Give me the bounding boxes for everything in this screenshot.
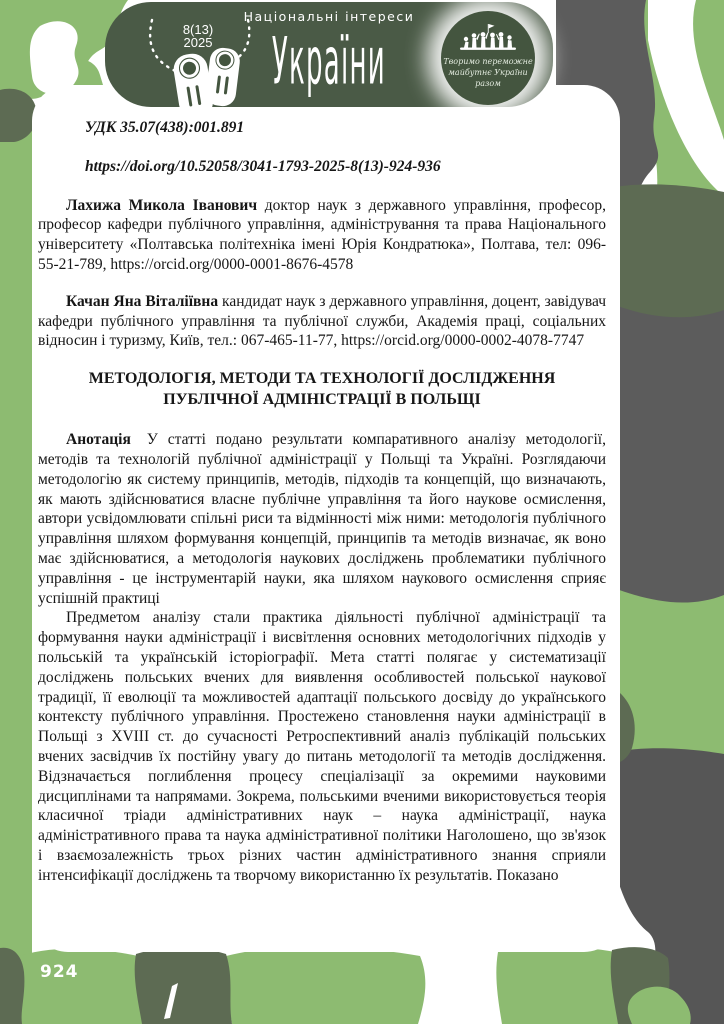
journal-name-main: України — [272, 23, 386, 99]
emblem-motto-line-3: разом — [475, 79, 501, 88]
journal-banner — [105, 2, 553, 107]
soldiers-emblem-icon — [441, 11, 535, 105]
author-2-name: Качан Яна Віталіївна — [66, 292, 219, 310]
author-1-details: доктор наук з державного управління, професор, професор кафедри публічного управління, адміністрування та права Національного університету «Полтавська політехніка імені Юрія Кондратюка», Полтава, тел: 096-55-21-789, https://orcid.org/0000-0001-8676-4578 — [38, 196, 606, 273]
udc-line: УДК 35.07(438):001.891 — [85, 119, 245, 136]
author-block-2 — [38, 292, 606, 351]
page-number: 924 — [40, 962, 79, 982]
article-panel — [32, 85, 620, 952]
doi-line: https://doi.org/10.52058/3041-1793-2025-8(13)-924-936 — [85, 157, 441, 175]
emblem-motto-line-2: майбутнє України — [448, 68, 528, 77]
author-1-name: Лахижа Микола Іванович — [66, 196, 258, 214]
abstract-label: Анотація — [66, 431, 131, 449]
issue-year: 2025 — [183, 35, 213, 50]
abstract-paragraph-1 — [38, 430, 606, 608]
issue-number: 8(13) — [182, 22, 214, 37]
article-content — [32, 85, 620, 886]
article-title: МЕТОДОЛОГІЯ, МЕТОДИ ТА ТЕХНОЛОГІЇ ДОСЛІДЖЕННЯ ПУБЛІЧНОЇ АДМІНІСТРАЦІЇ В ПОЛЬЩІ — [88, 370, 556, 409]
abstract-paragraph-2: Предметом аналізу стали практика діяльності публічної адміністрації та формування науки адміністрації і висвітлення основних методологічних підходів у польській та українській історіографії. Мета статті полягає у систематизації досліджень польських вчених для виявлення особливостей польської наукової традиції, її еволюції та можливостей адаптації польського досвіду до українського контексту публічного управління. Простежено становлення науки адміністрації в Польщі з XVIII ст. до сучасності Ретроспективний аналіз публікацій польських вчених засвідчив їх постійну увагу до питань методології та методів дослідження. Відзначається поглиблення процесу спеціалізації за окремими науковими дисциплінами та напрямами. Зокрема, польськими вченими використовується теорія класичної тріади адміністративних наук – наука адміністрації, наука адміністративного права та наука адміністративної політики Наголошено, що зв'язок і взаємозалежність трьох різних частин адміністративного знання сприяли інтенсифікації досліджень та творчому використанню їх результатів. Показано — [38, 609, 606, 884]
abstract-text-1: У статті подано результати компаративного аналізу методології, методів та технологій публічної адміністрації у Польщі та Україні. Розглядаючи методологію як систему принципів, методів, підходів та концепцій, що визначають, як мають здійснюватися власне публічне управління та його наукове осмислення, автори усвідомлювати спільні риси та відмінності між ними: методологія публічного управління шляхом формування концепцій, принципів та методів визначає, як воно має здійснюватися, а методологія наукових досліджень проблематики публічного управління - це інструментарій науки, яка шляхом наукового осмислення сприяє успішній практиці — [38, 431, 606, 607]
emblem-motto-line-1: Творимо переможне — [443, 57, 533, 66]
author-block-1 — [38, 196, 606, 275]
author-2-details: кандидат наук з державного управління, доцент, завідувач кафедри публічного управління та публічної служби, Академія праці, соціальних відносин і туризму, Київ, тел.: 067-465-11-77, https://orcid.org/0000-0002-4078-7747 — [38, 292, 607, 350]
journal-name-top: Національні інтереси — [243, 9, 415, 24]
journal-emblem — [441, 11, 535, 105]
